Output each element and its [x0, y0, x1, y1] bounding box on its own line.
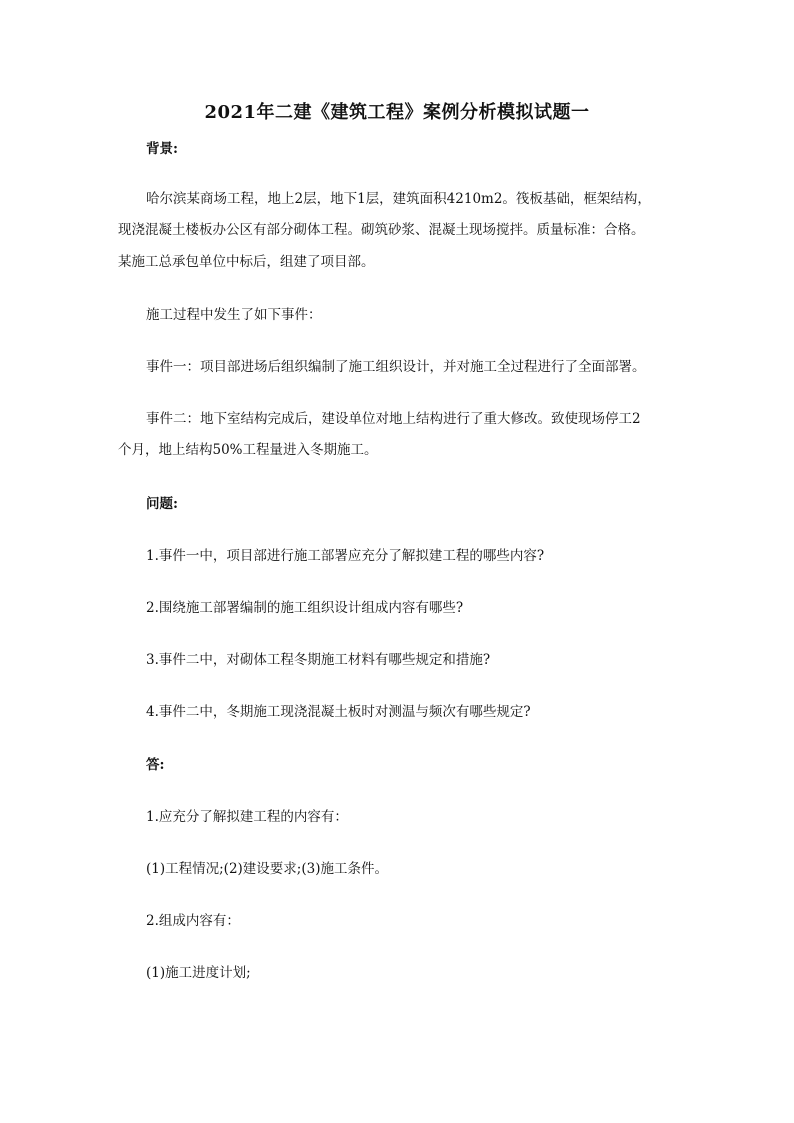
background-line-2: 现浇混凝土楼板办公区有部分砌体工程。砌筑砂浆、混凝土现场搅拌。质量标准：合格。: [118, 222, 645, 238]
questions-heading: 问题:: [146, 496, 178, 512]
answer-line-4: (1)施工进度计划;: [146, 965, 251, 981]
background-heading: 背景:: [146, 141, 178, 157]
answer-line-3: 2.组成内容有：: [146, 913, 240, 929]
question-3: 3.事件二中，对砌体工程冬期施工材料有哪些规定和措施?: [146, 652, 491, 668]
answers-heading: 答:: [146, 757, 165, 773]
question-2: 2.围绕施工部署编制的施工组织设计组成内容有哪些?: [146, 600, 464, 616]
background-line-1: 哈尔滨某商场工程，地上2层，地下1层，建筑面积4210m2。筏板基础，框架结构，: [146, 191, 651, 207]
answer-line-1: 1.应充分了解拟建工程的内容有：: [146, 809, 348, 825]
question-4: 4.事件二中，冬期施工现浇混凝土板时对测温与频次有哪些规定?: [146, 704, 531, 720]
event-two-line-1: 事件二：地下室结构完成后，建设单位对地上结构进行了重大修改。致使现场停工2: [146, 411, 641, 427]
event-one: 事件一：项目部进场后组织编制了施工组织设计，并对施工全过程进行了全面部署。: [146, 359, 646, 375]
events-intro: 施工过程中发生了如下事件：: [146, 307, 322, 323]
answer-line-2: (1)工程情况;(2)建设要求;(3)施工条件。: [146, 861, 388, 877]
document-title: 2021年二建《建筑工程》案例分析模拟试题一: [204, 102, 590, 123]
question-1: 1.事件一中，项目部进行施工部署应充分了解拟建工程的哪些内容?: [146, 548, 545, 564]
event-two-line-2: 个月，地上结构50%工程量进入冬期施工。: [118, 442, 378, 458]
background-line-3: 某施工总承包单位中标后，组建了项目部。: [118, 254, 375, 270]
